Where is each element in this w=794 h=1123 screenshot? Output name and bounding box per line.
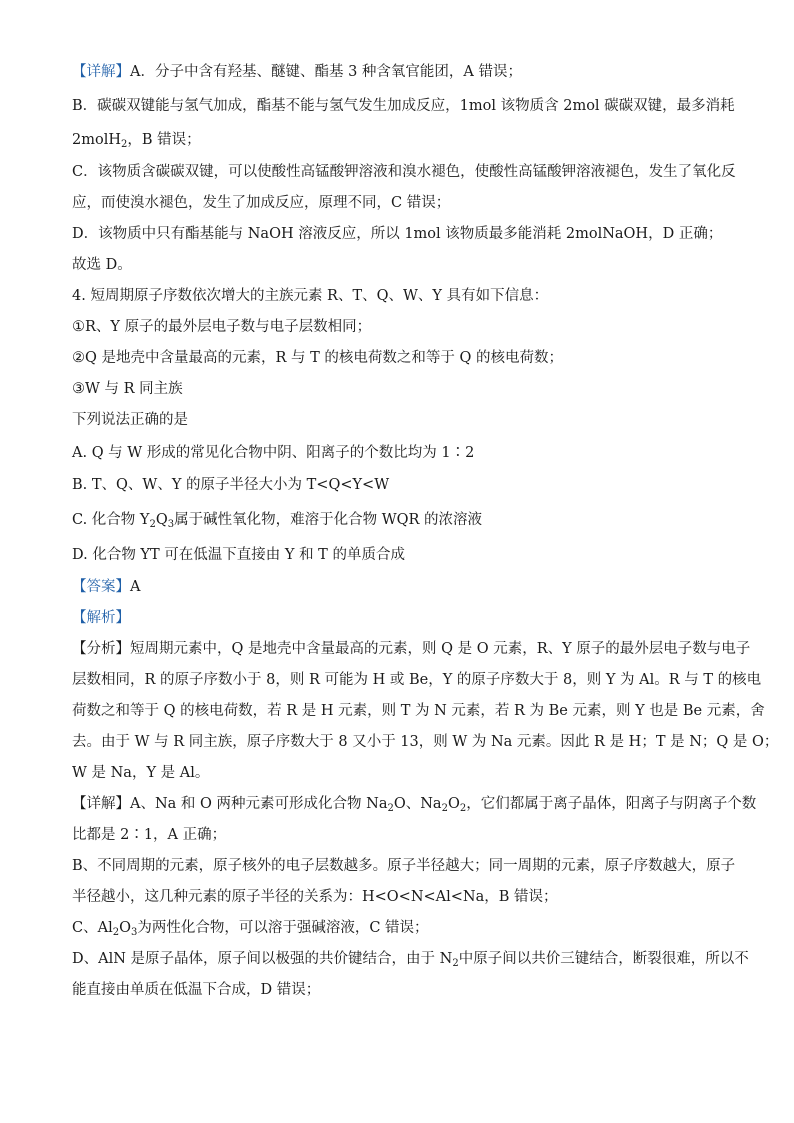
text-span: O、Na [393,796,442,812]
text-span: ，它们都属于离子晶体，阳离子与阴离子个数 [466,796,757,812]
explanation-line: D．该物质中只有酯基能与 NaOH 溶液反应，所以 1mol 该物质最多能消耗 2molNaOH，D 正确； [72,226,723,242]
explanation-line: 应，而使溴水褪色，发生了加成反应，原理不同，C 错误； [72,195,451,211]
answer-value: A [130,579,141,595]
analysis-line [72,639,750,659]
question-info-3: ③W 与 R 同主族 [72,381,183,397]
text-span: 中原子间以共价三键结合，断裂很难，所以不 [458,951,749,967]
option-d: D. 化合物 YT 可在低温下直接由 Y 和 T 的单质合成 [72,547,405,563]
detail-line [72,949,749,969]
question-prompt: 下列说法正确的是 [72,412,188,428]
text-span: 属于碱性氧化物，难溶于化合物 WQR 的浓溶液 [174,512,483,528]
question-info-2: ②Q 是地壳中含量最高的元素，R 与 T 的核电荷数之和等于 Q 的核电荷数； [72,350,564,366]
subscript: 2 [452,958,459,969]
text-span: C. 化合物 Y [72,512,150,528]
text-span: D、AlN 是原子晶体，原子间以极强的共价键结合，由于 N [72,951,453,967]
answer-line [72,577,140,597]
analysis-line: 去。由于 W 与 R 同主族，原子序数大于 8 又小于 13，则 W 为 Na 元素。因此 R 是 H；T 是 N；Q 是 O； [72,734,779,750]
subscript: 2 [441,803,448,814]
question-info-1: ①R、Y 原子的最外层电子数与电子层数相同； [72,319,372,335]
detail-line [72,918,429,938]
analysis-line: 荷数之和等于 Q 的核电荷数，若 R 是 H 元素，则 T 为 N 元素，若 R 为 Be 元素，则 Y 也是 Be 元素，舍 [72,703,765,719]
subscript: 3 [130,927,138,938]
text-span: O [447,796,460,812]
detail-line: 比都是 2∶1，A 正确； [72,827,227,843]
detail-line: 能直接由单质在低温下合成，D 错误； [72,982,321,998]
explanation-line [72,130,201,150]
explanation-line: C．该物质含碳碳双键，可以使酸性高锰酸钾溶液和溴水褪色，使酸性高锰酸钾溶液褪色，发生了氧化反 [72,164,736,180]
text-span: Q [155,512,168,528]
detail-line: B、不同周期的元素，原子核外的电子层数越多。原子半径越大；同一周期的元素，原子序数越大，原子 [72,858,736,874]
detail-line [72,794,756,814]
section-tag-fenxi: 【分析】 [72,641,130,657]
analysis-heading [72,608,130,628]
explanation-line: B．碳碳双键能与氢气加成，酯基不能与氢气发生加成反应，1mol 该物质含 2mol 碳碳双键，最多消耗 [72,98,735,114]
subscript: 2 [149,519,156,530]
text-span: 为两性化合物，可以溶于强碱溶液，C 错误； [137,920,429,936]
section-tag-detail-2: 【详解】 [72,796,130,812]
option-c [72,510,482,530]
subscript: 3 [167,519,175,530]
subscript: 2 [112,927,120,938]
text-span: A、Na 和 O 两种元素可形成化合物 Na [130,796,388,812]
detail-line: 半径越小，这几种元素的原子半径的关系为：H<O<N<Al<Na，B 错误； [72,889,558,905]
text-span: A．分子中含有羟基、醚键、酯基 3 种含氧官能团，A 错误； [130,64,522,80]
text-span: O [119,920,131,936]
text-span: ，B 错误； [127,132,201,148]
analysis-line: W 是 Na，Y 是 Al。 [72,765,210,781]
section-tag-analysis: 【解析】 [72,610,130,626]
question-stem: 4. 短周期原子序数依次增大的主族元素 R、T、Q、W、Y 具有如下信息： [72,288,549,304]
text-span: 短周期元素中，Q 是地壳中含量最高的元素，则 Q 是 O 元素，R、Y 原子的最外层电子数与电子 [130,641,751,657]
analysis-line: 层数相同，R 的原子序数小于 8，则 R 可能为 H 或 Be，Y 的原子序数大于 8，则 Y 为 Al。R 与 T 的核电 [72,672,762,688]
subscript: 2 [459,803,467,814]
section-tag-answer: 【答案】 [72,579,130,595]
option-b: B. T、Q、W、Y 的原子半径大小为 T<Q<Y<W [72,477,390,493]
explanation-line [72,62,522,82]
text-span: C、Al [72,920,113,936]
section-tag-detail: 【详解】 [72,64,130,80]
subscript: 2 [387,803,394,814]
option-a: A. Q 与 W 形成的常见化合物中阴、阳离子的个数比均为 1∶2 [72,445,475,461]
text-span: 2molH [72,132,121,148]
explanation-line: 故选 D。 [72,257,132,273]
subscript: 2 [121,139,128,150]
